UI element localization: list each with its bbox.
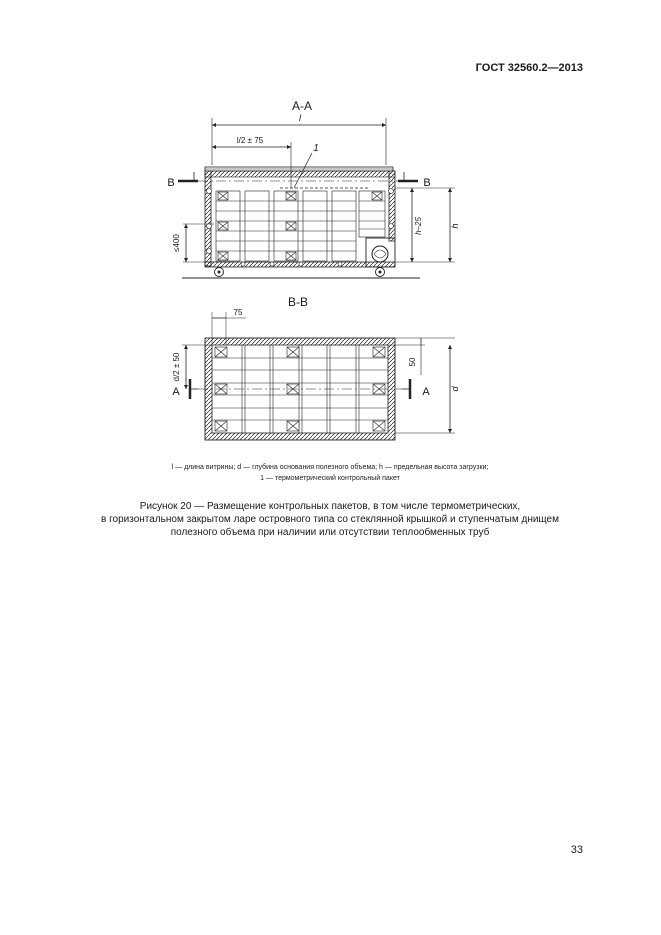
section-aa-title: А-А — [291, 99, 313, 113]
section-mark-b-right: В — [423, 177, 431, 189]
dim-half-d-label: d/2 ± 50 — [172, 352, 181, 382]
dim-l-label: l — [299, 113, 301, 123]
section-mark-a-right: А — [422, 386, 430, 398]
figure-legend-line-2: 1 — термометрический контрольный пакет — [260, 475, 400, 482]
dim-h25-label: h–25 — [414, 217, 423, 235]
aa-packet-grid — [207, 189, 394, 267]
figure-caption-line-2: в горизонтальном закрытом ларе островного типа со стеклянной крышкой и ступенчатым днищем — [101, 514, 559, 525]
section-bb-view — [172, 295, 460, 440]
dim-h-label: h — [450, 223, 460, 229]
section-aa-view — [167, 99, 460, 278]
section-mark-b-left: В — [167, 177, 175, 189]
page-number: 33 — [570, 844, 583, 856]
dim-75-label: 75 — [233, 308, 243, 317]
section-bb-title: В-В — [287, 295, 309, 309]
dim-50-label: 50 — [408, 357, 417, 367]
dim-d-label: d — [450, 386, 460, 392]
figure-caption-line-1: Рисунок 20 — Размещение контрольных пакетов, в том числе термометрических, — [139, 501, 521, 512]
dim-400-label: ≤400 — [172, 234, 181, 252]
dim-half-l-label: l/2 ± 75 — [236, 136, 264, 145]
callout-1-label: 1 — [313, 143, 319, 154]
figure-caption-line-3: полезного объема при наличии или отсутствии теплообменных труб — [170, 527, 490, 538]
document-header: ГОСТ 32560.2—2013 — [475, 62, 583, 74]
figure-legend-line-1: l — длина витрины; d — глубина основания полезного объема; h — предельная высота загрузки; — [171, 464, 489, 471]
section-mark-a-left: А — [172, 386, 180, 398]
